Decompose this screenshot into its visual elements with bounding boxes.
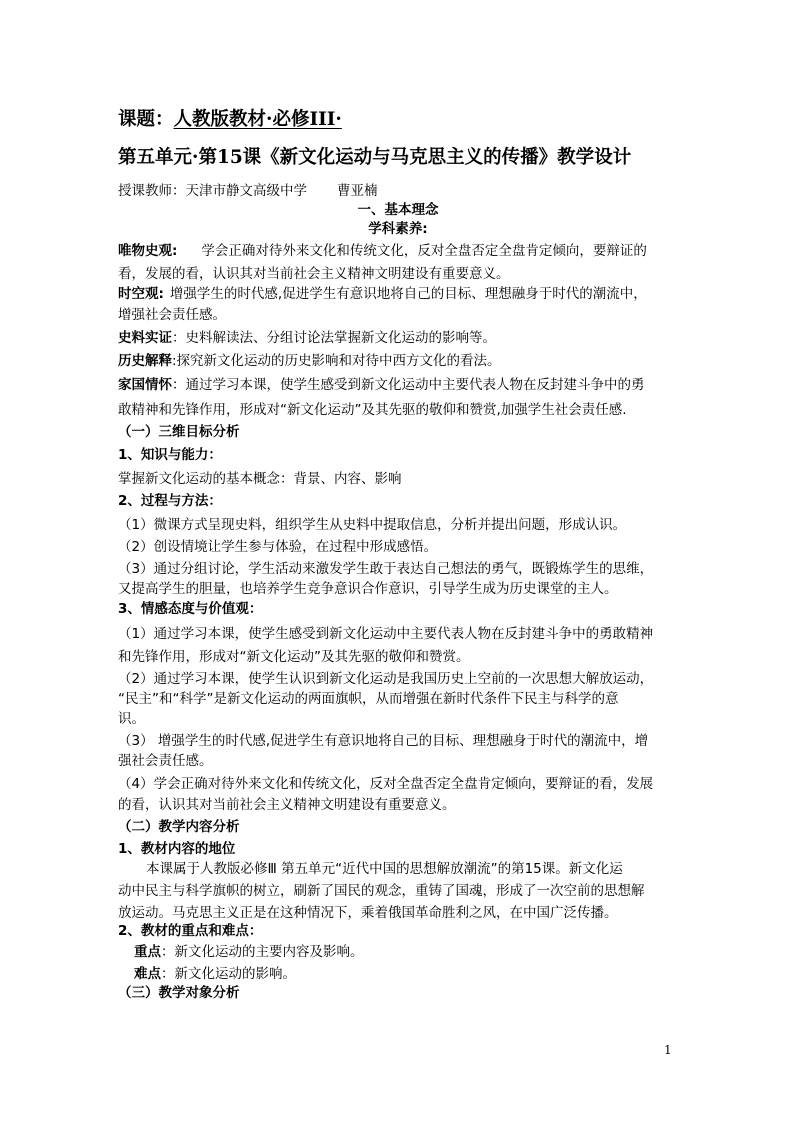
spacetime-label: 时空观: bbox=[118, 286, 164, 302]
evidence-label: 史料实证 bbox=[118, 330, 172, 346]
emotion-item-4-line-1: （4）学会正确对待外来文化和传统文化，反对全盘否定全盘肯定倾向，要辩证的看，发展 bbox=[118, 776, 654, 792]
heading-literacy: 学科素养: bbox=[368, 221, 428, 237]
evidence-text: ：史料解读法、分组讨论法掌握新文化运动的影响等。 bbox=[172, 330, 496, 346]
position-line-2: 动中民主与科学旗帜的树立，刷新了国民的观念，重铸了国魂，形成了一次空前的思想解 bbox=[118, 883, 645, 899]
knowledge-text: 掌握新文化运动的基本概念：背景、内容、影响 bbox=[118, 471, 402, 487]
teacher-school: 天津市静文高级中学 bbox=[185, 183, 307, 199]
emotion-item-3-line-1: （3） 增强学生的时代感,促进学生有意识地将自己的目标、理想融身于时代的潮流中，增 bbox=[118, 733, 649, 749]
emotion-item-4-line-2: 的看，认识其对当前社会主义精神文明建设有重要意义。 bbox=[118, 797, 456, 813]
spacetime-line-1 bbox=[118, 285, 678, 303]
process-item-2: （2）创设情境让学生参与体验，在过程中形成感悟。 bbox=[118, 539, 438, 555]
title-line-2: 第五单元·第15课《新文化运动与马克思主义的传播》教学设计 bbox=[118, 147, 632, 168]
difficult-point-line bbox=[134, 965, 678, 983]
title-label: 课题： bbox=[118, 109, 174, 130]
emotion-item-2-line-3: 识。 bbox=[118, 711, 145, 727]
teacher-label: 授课教师： bbox=[118, 183, 186, 199]
page-number: 1 bbox=[664, 1043, 672, 1057]
emotion-item-3-line-2: 强社会责任感。 bbox=[118, 753, 213, 769]
position-heading: 1、教材内容的地位 bbox=[118, 841, 236, 857]
teacher-line bbox=[118, 182, 678, 200]
interpret-text: :探究新文化运动的历史影响和对待中西方文化的看法。 bbox=[172, 353, 501, 369]
section-students-heading: （三）教学对象分析 bbox=[118, 985, 240, 1001]
interpret-label: 历史解释 bbox=[118, 353, 172, 369]
key-point-line bbox=[134, 943, 678, 961]
materialism-text: 学会正确对待外来文化和传统文化，反对全盘否定全盘肯定倾向，要辩证的 bbox=[201, 243, 647, 259]
key-point-text: ：新文化运动的主要内容及影响。 bbox=[161, 944, 364, 960]
knowledge-heading: 1、知识与能力： bbox=[118, 447, 222, 463]
patriot-label: 家国情怀 bbox=[118, 377, 172, 393]
emotion-item-1-line-2: 和先锋作用，形成对“新文化运动”及其先驱的敬仰和赞赏。 bbox=[118, 649, 470, 665]
patriot-text: ：通过学习本课，使学生感受到新文化运动中主要代表人物在反封建斗争中的勇 bbox=[172, 377, 645, 393]
position-line-3: 放运动。马克思主义正是在这种情况下，乘着俄国革命胜利之风，在中国广泛传播。 bbox=[118, 905, 618, 921]
key-diff-heading: 2、教材的重点和难点： bbox=[118, 923, 263, 939]
process-item-1: （1）微课方式呈现史料，组织学生从史料中提取信息，分析并提出问题，形成认识。 bbox=[118, 517, 627, 533]
process-item-3-line-2: 又提高学生的胆量，也培养学生竞争意识合作意识，引导学生成为历史课堂的主人。 bbox=[118, 581, 618, 597]
section-content-heading: （二）教学内容分析 bbox=[118, 819, 240, 835]
process-heading: 2、过程与方法： bbox=[118, 493, 222, 509]
materialism-label: 唯物史观: bbox=[118, 243, 178, 259]
spacetime-line-2: 增强社会责任感。 bbox=[118, 307, 226, 323]
patriot-line-1 bbox=[118, 376, 678, 394]
section-3d-goals-heading: （一）三维目标分析 bbox=[118, 424, 240, 440]
emotion-item-2-line-1: （2）通过学习本课，使学生认识到新文化运动是我国历史上空前的一次思想大解放运动， bbox=[118, 671, 654, 687]
emotion-item-2-line-2: “民主”和“科学”是新文化运动的两面旗帜，从而增强在新时代条件下民主与科学的意 bbox=[118, 691, 619, 707]
interpret-line bbox=[118, 352, 678, 370]
patriot-line-2: 敢精神和先锋作用，形成对“新文化运动”及其先驱的敬仰和赞赏,加强学生社会责任感. bbox=[118, 402, 627, 418]
process-item-3-line-1: （3）通过分组讨论，学生活动来激发学生敢于表达自己想法的勇气，既锻炼学生的思维， bbox=[118, 561, 654, 577]
position-line-1: 本课属于人教版必修Ⅲ 第五单元“近代中国的思想解放潮流”的第15课。新文化运 bbox=[146, 861, 623, 877]
difficult-point-text: ：新文化运动的影响。 bbox=[161, 966, 296, 982]
emotion-heading: 3、情感态度与价值观： bbox=[118, 601, 263, 617]
spacetime-text: 增强学生的时代感,促进学生有意识地将自己的目标、理想融身于时代的潮流中， bbox=[169, 286, 647, 302]
materialism-line-1 bbox=[118, 242, 678, 260]
title-line-1 bbox=[118, 108, 678, 132]
teacher-name: 曹亚楠 bbox=[337, 183, 378, 199]
key-point-label: 重点 bbox=[134, 944, 161, 960]
heading-concept: 一、基本理念 bbox=[357, 202, 439, 218]
evidence-line bbox=[118, 329, 678, 347]
title-textbook: 人教版教材·必修III· bbox=[173, 109, 342, 130]
materialism-line-2: 看，发展的看，认识其对当前社会主义精神文明建设有重要意义。 bbox=[118, 266, 510, 282]
difficult-point-label: 难点 bbox=[134, 966, 161, 982]
emotion-item-1-line-1: （1）通过学习本课，使学生感受到新文化运动中主要代表人物在反封建斗争中的勇敢精神 bbox=[118, 626, 654, 642]
